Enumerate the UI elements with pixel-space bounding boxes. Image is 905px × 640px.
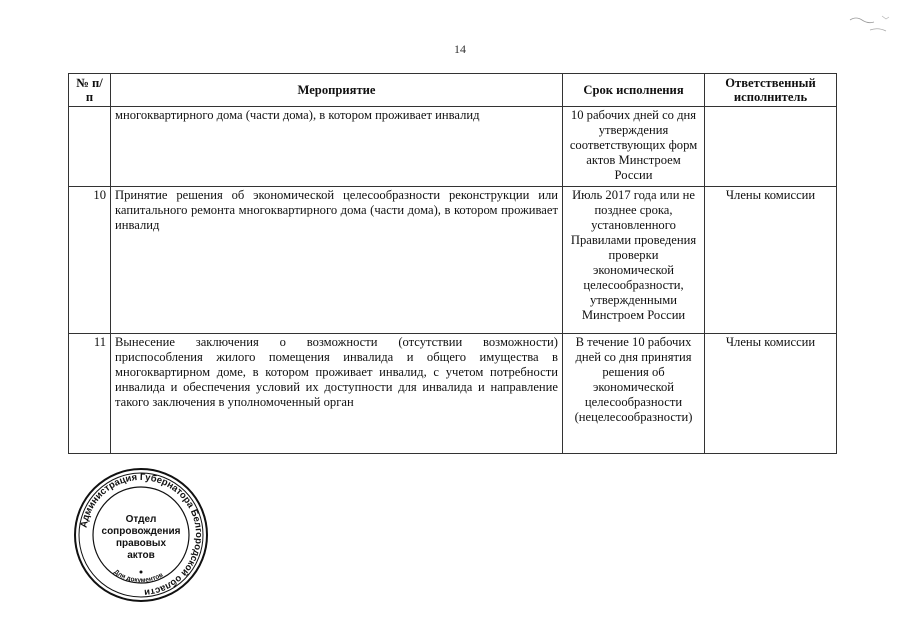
table-header-row — [69, 74, 837, 107]
table-row — [69, 334, 837, 454]
row-term: 10 рабочих дней со дня утверждения соответствующих форм актов Минстроем России — [563, 107, 705, 187]
stamp-bottom-text: Для документов — [112, 568, 165, 585]
measures-table — [68, 73, 837, 454]
header-num: № п/п — [69, 74, 111, 107]
row-responsible — [705, 107, 837, 187]
stamp-line: правовых — [115, 538, 167, 549]
header-term: Срок исполнения — [563, 74, 705, 107]
table-row — [69, 107, 837, 187]
stamp-line: сопровождения — [101, 526, 181, 537]
row-activity: многоквартирного дома (части дома), в котором проживает инвалид — [111, 107, 563, 187]
row-responsible: Члены комиссии — [705, 334, 837, 454]
row-activity: Принятие решения об экономической целесообразности реконструкции или капитального ремонта многоквартирного дома (части дома), в котором проживает инвалид — [111, 187, 563, 334]
row-term: Июль 2017 года или не позднее срока, установленного Правилами проведения проверки экономической целесообразности, утвержденными Минстроем России — [563, 187, 705, 334]
row-num: 10 — [69, 187, 111, 334]
stamp-dot — [140, 571, 143, 574]
row-num: 11 — [69, 334, 111, 454]
row-term: В течение 10 рабочих дней со дня принятия решения об экономической целесообразности (нецелесообразности) — [563, 334, 705, 454]
header-activity: Мероприятие — [111, 74, 563, 107]
corner-scribble — [840, 8, 900, 48]
row-num — [69, 107, 111, 187]
page-number: 14 — [454, 42, 466, 56]
header-responsible: Ответственный исполнитель — [705, 74, 837, 107]
official-stamp — [72, 466, 210, 604]
row-responsible: Члены комиссии — [705, 187, 837, 334]
table-row — [69, 187, 837, 334]
stamp-ring-text: Администрация Губернатора Белгородской области — [78, 471, 205, 598]
stamp-line: Отдел — [125, 514, 157, 525]
stamp-line: актов — [127, 550, 155, 561]
row-activity: Вынесение заключения о возможности (отсутствии возможности) приспособления жилого помещения инвалида и общего имущества в многоквартирном доме, в котором проживает инвалид, с учетом потребности инвалида и обеспечения условий их доступности для инвалида и направление такого заключения в уполномоченный орган — [111, 334, 563, 454]
